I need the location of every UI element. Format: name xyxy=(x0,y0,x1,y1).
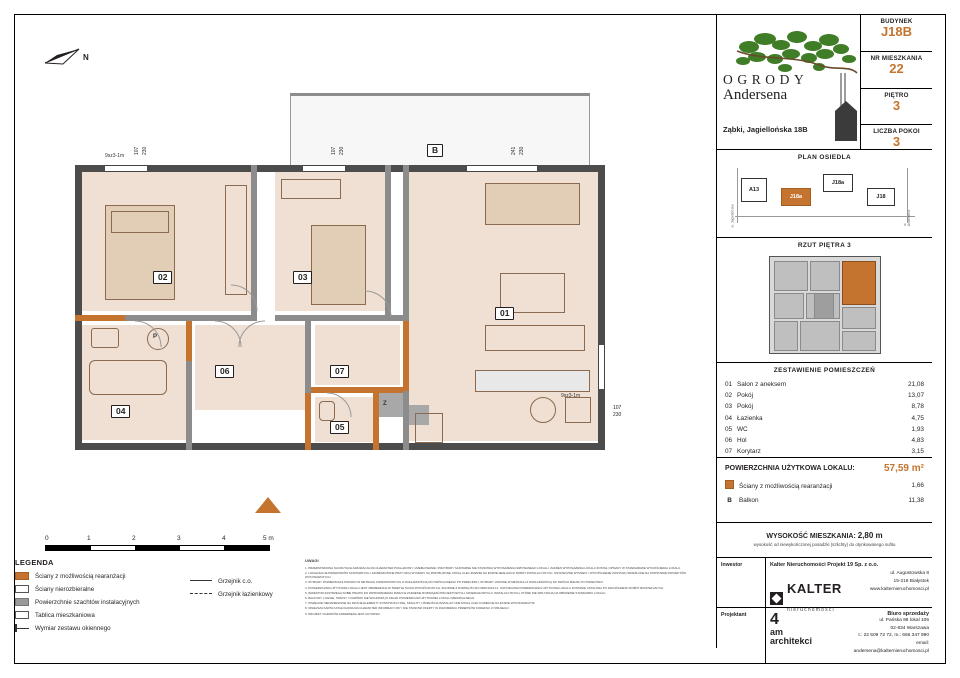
floor-plan-drawing xyxy=(15,15,715,555)
extra-row-balcony xyxy=(717,493,932,506)
window-dim-w-4: 107 xyxy=(613,405,622,411)
designer-name-3: architekci xyxy=(770,636,813,646)
sales-office xyxy=(843,611,929,655)
room-name: Hol xyxy=(737,437,747,445)
legend-swatch-window-dim xyxy=(15,624,29,632)
table-row xyxy=(717,446,932,458)
estate-road-bottom xyxy=(735,216,915,217)
investor-address xyxy=(843,570,929,594)
estate-plan-map xyxy=(730,168,915,230)
field-value: 3 xyxy=(892,134,901,149)
table-row xyxy=(717,390,932,401)
scale-bar xyxy=(45,535,295,551)
room-marker-05: 05 xyxy=(330,421,349,434)
room-no: 04 xyxy=(725,414,733,422)
scale-tick-4: 4 xyxy=(222,535,226,542)
room-no: 01 xyxy=(725,381,733,389)
note-line: 8. NINIEJSZA KARTA KATALOGOWA MA CHARAKTER INFORMACYJNY I NIE STANOWI OFERTY W ROZUMIENIU PRZEPISÓW KODEKSU CYWILNEGO. xyxy=(305,606,510,611)
kalter-diamond-icon xyxy=(770,592,783,605)
window-dim-group-2 xyxy=(331,127,367,161)
window-dim-h-1: 230 xyxy=(142,146,148,155)
legend-label: Powierzchnie szachtów instalacyjnych xyxy=(35,598,140,606)
room-no: 06 xyxy=(725,437,733,445)
rooms-schedule-title: ZESTAWIENIE POMIESZCZEŃ xyxy=(773,367,876,374)
legend-label: Ściany nierozbieralne xyxy=(35,585,95,593)
room-no: 05 xyxy=(725,425,733,433)
scale-tick-0: 0 xyxy=(45,535,49,542)
sales-office-line: ul. Pańska 98 lokal 106 xyxy=(879,618,929,623)
legend-swatch-fixed xyxy=(15,585,29,593)
investor-website[interactable]: www.kalternieruchomosci.pl xyxy=(869,587,929,593)
extra-label: Balkon xyxy=(739,496,759,504)
height-note: wysokość od niewykończonej posadzki (szlichty) do otynkowanego sufitu xyxy=(753,542,896,547)
estate-road-left xyxy=(737,168,738,223)
field-value: J18B xyxy=(880,24,913,39)
note-line: 9. PROJEKT OGRODÓW ANDERSENA JEST AUTORSKI. xyxy=(305,611,381,616)
floor-key-plan-section xyxy=(717,238,932,363)
extra-area: 11,38 xyxy=(908,496,924,504)
estate-plan-section xyxy=(717,150,932,238)
investor-label: Inwestor xyxy=(721,562,743,568)
fixture-label-p: P xyxy=(153,334,158,340)
room-name: WC xyxy=(737,425,748,433)
designer-name-2: am xyxy=(770,627,784,637)
note-line: 4. POWIERZCHNIA UŻYTKOWA LOKALU JEST OBMIERZANA W ŚWIETLE ŚCIAN WYKOŃCZONYCH, ZGODNIE Z NORMĄ PN-ISO 9836:2015-12. OSTATECZNA POWIERZCHNIA UŻYTKOWA LOKALU ZOSTANIE USTALONA PO ZAKOŃCZENIU ROBÓT BUDOWLANYCH. xyxy=(305,585,664,590)
legend-item xyxy=(15,611,300,619)
estate-block-j18a[interactable]: J18a xyxy=(823,174,853,192)
table-row xyxy=(717,413,932,424)
room-name: Pokój xyxy=(737,392,753,400)
estate-block-a13[interactable]: A13 xyxy=(741,178,767,202)
estate-street-label-2: ul. Andersena xyxy=(903,209,912,227)
field-label: PIĘTRO xyxy=(884,92,909,99)
room-no: 03 xyxy=(725,403,733,411)
legend-swatch-rearrangeable xyxy=(15,572,29,580)
estate-block-j18[interactable]: J18 xyxy=(867,188,895,206)
room-area: 13,07 xyxy=(908,392,924,400)
note-line: 7. WSZELKIE NIENANIESIONE NA RZUCIE ELEMENTY KONSTRUKCYJNE, SZACHTY I PRZEJŚCIA INSTALACYJNE MOGĄ ULEC KOREKCIE NA ETAPIE WYKONAWCZYM. xyxy=(305,601,536,606)
legend-item xyxy=(190,590,310,598)
designer-name-1: 4 xyxy=(770,611,779,628)
room-no: 02 xyxy=(725,392,733,400)
legend-item xyxy=(190,577,310,585)
door-dim-2: 9sz3-1m xyxy=(561,393,581,399)
field-nr-mieszkania xyxy=(861,55,932,89)
designer-logo xyxy=(770,612,812,646)
apartment-plan xyxy=(75,153,605,495)
ceiling-height-block xyxy=(717,523,932,558)
balcony-marker: B xyxy=(727,496,732,504)
extra-label: Ściany z możliwością rearanżacji xyxy=(739,483,833,491)
note-line: 5. INWESTOR ZASTRZEGA SOBIE PRAWO DO WPROWADZENIA ZMIAN W ZAKRESIE ROZWIĄZAŃ PROJEKTOWYCH, MATERIAŁOWYCH I INSTALACYJNYCH, KTÓRE NIE WPŁYWAJĄ NA OBNIŻENIE STANDARDU LOKALU. xyxy=(305,590,607,595)
floor-key-plan-title: RZUT PIĘTRA 3 xyxy=(797,242,852,249)
total-label: POWIERZCHNIA UŻYTKOWA LOKALU: xyxy=(717,458,876,477)
window-dim-w-2: 107 xyxy=(331,146,337,155)
scale-tick-3: 3 xyxy=(177,535,181,542)
scale-tick-1: 1 xyxy=(87,535,91,542)
designer-block xyxy=(717,608,932,663)
floor-key-plan-image xyxy=(769,256,881,354)
note-line: 1. PRZEDSTAWIONA NA RZUTACH ARANŻACJA MA CHARAKTER POGLĄDOWY, UMEBLOWANIE I PRZYBORY SANITARNE NIE STANOWIĄ WYPOSAŻENIA NABYWANEGO LOKALU. ZAKRES WYPOSAŻENIA LOKALU ZOSTAŁ OPISANY W STANDARDZIE WYKOŃCZENIA LOKALU. xyxy=(305,565,681,570)
scale-tick-5: 5 m xyxy=(263,535,274,542)
note-line: 6. BALKONY, LOGGIE, TARASY I OGRÓDKI NIE WCHODZĄ W SKŁAD POWIERZCHNI UŻYTKOWEJ LOKALU MIESZKALNEGO. xyxy=(305,596,475,601)
note-line: 3. WYMIARY POWIERZCHNI PODANO W METRACH KWADRATOWYCH Z DOKŁADNOŚCIĄ DO DWÓCH MIEJSC PO PRZECINKU; WYMIARY LINIOWE W METRACH Z DOKŁADNOŚCIĄ DO DWÓCH MIEJSC PO PRZECINKU. xyxy=(305,580,604,585)
investor-address-2: 15-218 Białystok xyxy=(893,579,929,585)
extra-row-rearrangeable xyxy=(717,476,932,492)
legend-symbol-bathroom-radiator xyxy=(190,590,212,598)
estate-plan-title: PLAN OSIEDLA xyxy=(797,154,852,161)
sales-office-phone[interactable]: t.: 22 509 72 72, m.: 666 347 990 xyxy=(858,633,929,639)
window-dim-h-4: 230 xyxy=(613,412,622,418)
balcony-rail xyxy=(290,93,590,96)
notes-title: UWAGI xyxy=(305,558,319,563)
entrance-marker xyxy=(255,497,281,518)
estate-street-label-1: ul. Jagiellońska xyxy=(730,204,735,228)
room-area: 3,15 xyxy=(911,448,924,456)
notes-block xyxy=(305,558,710,648)
highlighted-apartment xyxy=(842,261,876,305)
room-name: Łazienka xyxy=(737,414,763,422)
field-label: BUDYNEK xyxy=(880,18,913,25)
room-no: 07 xyxy=(725,448,733,456)
legend-label: Grzejnik c.o. xyxy=(218,577,253,585)
sales-office-title: Biuro sprzedaży xyxy=(887,611,929,617)
sales-office-line: 02-834 Warszawa xyxy=(890,625,929,631)
window-dim-group-1 xyxy=(134,127,170,161)
window-dim-w-1: 107 xyxy=(134,146,140,155)
window-dim-group-3 xyxy=(511,127,547,161)
rooms-schedule xyxy=(717,363,932,523)
legend xyxy=(15,558,300,648)
field-value: 22 xyxy=(889,61,904,76)
compass-north-label: N xyxy=(83,53,89,62)
legend-label: Tablica mieszkaniowa xyxy=(35,611,95,619)
table-row xyxy=(717,401,932,412)
legend-label: Ściany z możliwością rearanżacji xyxy=(35,572,126,580)
field-pietro xyxy=(861,92,932,125)
legend-swatch-board xyxy=(15,611,29,619)
kalter-wordmark: KALTER xyxy=(787,581,842,596)
legend-column-2 xyxy=(190,572,310,598)
fixture-label-z: Z xyxy=(383,401,387,407)
rooms-table xyxy=(717,379,932,506)
room-marker-04: 04 xyxy=(111,405,130,418)
field-label: LICZBA POKOI xyxy=(873,128,920,135)
room-name: Salon z aneksem xyxy=(737,381,787,389)
kalter-subtitle: nieruchomości xyxy=(787,607,835,613)
estate-block-j18a-highlight[interactable]: J18a xyxy=(781,188,811,206)
room-name: Pokój xyxy=(737,403,753,411)
total-value: 57,59 m² xyxy=(876,458,933,477)
extra-area: 1,66 xyxy=(911,481,924,489)
title-block-fields xyxy=(860,15,932,150)
room-marker-06: 06 xyxy=(215,365,234,378)
table-row xyxy=(717,435,932,446)
legend-item xyxy=(15,624,300,632)
room-area: 1,93 xyxy=(911,425,924,433)
title-block xyxy=(717,15,932,150)
total-row xyxy=(717,458,932,477)
swatch-rearrangeable-icon xyxy=(725,480,734,489)
field-budynek xyxy=(861,18,932,52)
investor-address-1: ul. Augustowska 8 xyxy=(890,571,929,576)
room-name: Korytarz xyxy=(737,448,761,456)
legend-label: Wymiar zestawu okiennego xyxy=(35,624,111,632)
legend-item xyxy=(15,598,300,606)
table-row xyxy=(717,424,932,435)
legend-label: Grzejnik łazienkowy xyxy=(218,590,273,598)
investor-company: Kalter Nieruchomości Projekt 19 Sp. z o.o. xyxy=(770,562,879,568)
room-area: 21,08 xyxy=(908,381,924,389)
room-marker-03: 03 xyxy=(293,271,312,284)
room-area: 4,83 xyxy=(911,437,924,445)
window-dim-group-4 xyxy=(613,405,643,429)
logo-text-andersena: Andersena xyxy=(723,87,788,103)
sales-office-email[interactable]: email: andersena@kalternieruchomosci.pl xyxy=(853,641,929,654)
info-panel xyxy=(716,15,931,654)
logo-text-ogrody: OGRODY xyxy=(723,72,809,87)
compass-icon xyxy=(37,33,107,79)
legend-title: LEGENDA xyxy=(15,558,54,567)
room-marker-02: 02 xyxy=(153,271,172,284)
room-area: 4,75 xyxy=(911,414,924,422)
room-marker-07: 07 xyxy=(330,365,349,378)
room-marker-balcony: B xyxy=(427,144,443,157)
room-marker-01: 01 xyxy=(495,307,514,320)
investor-block xyxy=(717,558,932,613)
field-label: NR MIESZKANIA xyxy=(870,55,923,62)
room-area: 8,78 xyxy=(911,403,924,411)
legend-symbol-radiator xyxy=(190,577,212,585)
table-row xyxy=(717,379,932,390)
window-dim-h-2: 230 xyxy=(339,146,345,155)
height-value: 2,80 m xyxy=(857,531,883,540)
door-dim-1: 9sz3-1m xyxy=(105,153,125,159)
legend-swatch-shaft xyxy=(15,598,29,606)
window-dim-w-3: 241 xyxy=(511,146,517,155)
note-line: 2. LOKALIZACJE PRZEWODÓW SANITARNYCH I ZAMIESZCZONE PRZY NICH WYMIARY SĄ PRZYBLIŻONE, MOGĄ ULEC ZMIANIE NA ETAPIE REALIZACJI ROBÓT INSTALACYJNYCH. OSTATECZNE WYMIARY I WYKOŃCZENIE ZOSTANĄ OKREŚLONE NA PODSTAWIE PROJEKTÓW WYKONAWCZYCH. xyxy=(305,571,686,580)
field-value: 3 xyxy=(892,98,901,113)
project-address: Ząbki, Jagiellońska 18B xyxy=(723,125,808,134)
window-dim-h-3: 230 xyxy=(519,146,525,155)
height-label: WYSOKOŚĆ MIESZKANIA: xyxy=(766,533,856,540)
scale-tick-2: 2 xyxy=(132,535,136,542)
designer-label: Projektant xyxy=(721,612,747,618)
